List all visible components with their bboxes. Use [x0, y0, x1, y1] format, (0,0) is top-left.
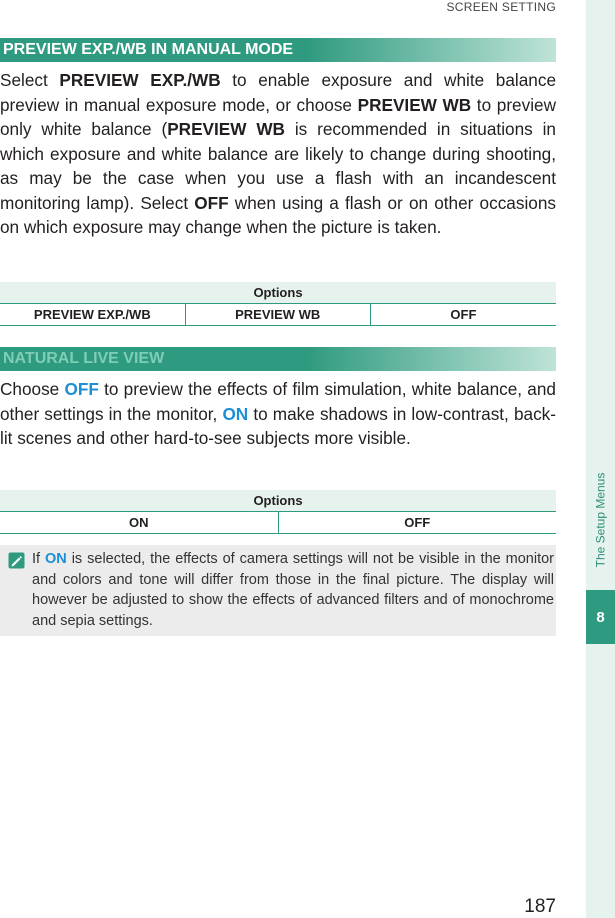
keyword-highlight: OFF [64, 379, 99, 399]
section-paragraph: Select PREVIEW EXP./WB to enable exposure and white balance preview in manual exposure mode, or choose PREVIEW WB to preview only white balance (PREVIEW WB is recommended in situations in which exposure and white balance are likely to change during shooting, as may be the case when you use a flash with an incandescent monitoring lamp). Select OFF when using a flash or on other occasions on which exposure may change when the picture is taken. [0, 70, 557, 237]
section-title: PREVIEW EXP./WB IN MANUAL MODE [0, 38, 556, 62]
options-table [0, 490, 556, 534]
keyword-highlight: ON [222, 403, 249, 424]
option-off: OFF [278, 512, 556, 534]
option-preview-exp-wb: PREVIEW EXP./WB [0, 304, 185, 326]
note-box [0, 545, 556, 636]
options-header: Options [0, 490, 556, 512]
keyword: PREVIEW WB [357, 94, 472, 115]
options-table-1-wrap [0, 282, 556, 326]
keyword: PREVIEW WB [167, 119, 285, 139]
chapter-title-text: The Setup Menus [593, 472, 608, 568]
keyword-highlight: ON [45, 551, 67, 567]
chapter-title [586, 455, 615, 585]
options-header: Options [0, 282, 556, 304]
option-off: OFF [370, 304, 556, 326]
running-head: SCREEN SETTING [446, 0, 556, 14]
keyword: PREVIEW EXP./WB [59, 70, 221, 90]
section-preview-exp-wb [0, 38, 556, 240]
keyword: OFF [194, 192, 229, 213]
option-preview-wb: PREVIEW WB [185, 304, 370, 326]
section-title: NATURAL LIVE VIEW [0, 347, 556, 371]
note-icon [0, 549, 32, 631]
options-table-2-wrap [0, 490, 556, 534]
options-table [0, 282, 556, 326]
section-paragraph: Choose OFF to preview the effects of film simulation, white balance, and other settings in the monitor, ON to make shadows in low-contrast, back-lit scenes and other hard-to-see subjects more visible. [0, 379, 556, 448]
section-natural-live-view [0, 347, 556, 451]
option-on: ON [0, 512, 278, 534]
note-text: If ON is selected, the effects of camera settings will not be visible in the monitor and colors and tone will differ from those in the final picture. The display will however be adjusted to show the effects of advanced filters and of monochrome and sepia settings. [32, 551, 555, 629]
chapter-number-tab: 8 [586, 590, 615, 644]
page-number: 187 [524, 896, 556, 917]
